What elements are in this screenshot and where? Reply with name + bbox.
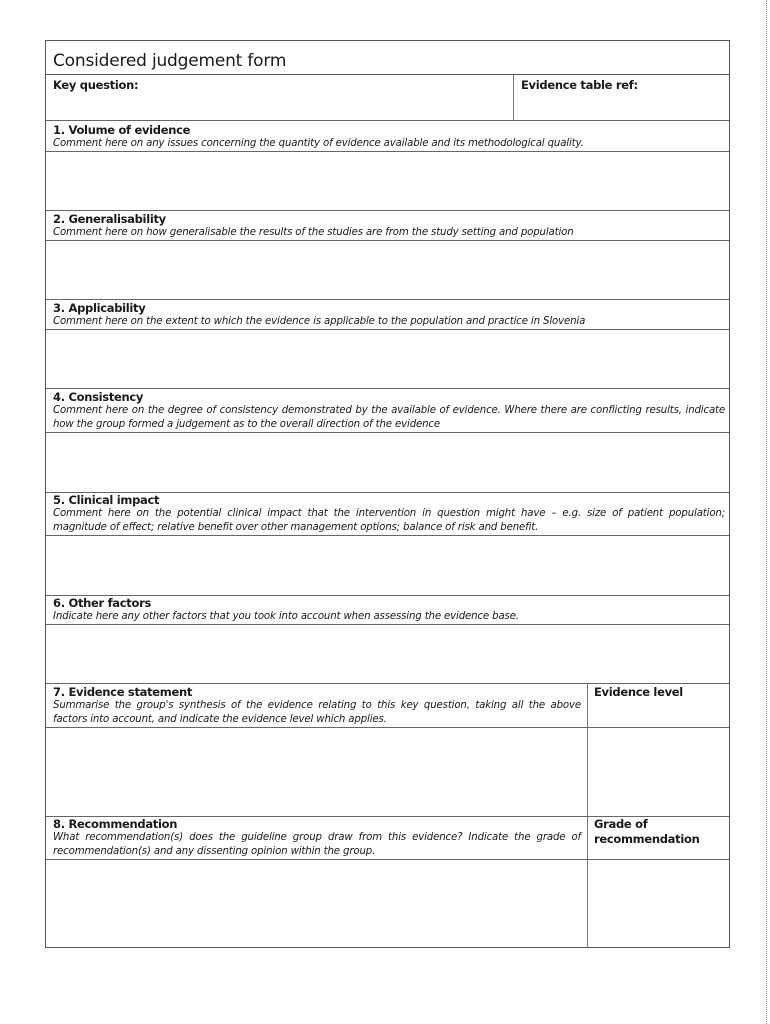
page-edge (766, 0, 767, 1024)
grade-of-recommendation-label: Grade of recommendation (594, 817, 700, 846)
section-5-heading: 5. Clinical impact (53, 493, 160, 507)
section-1-heading: 1. Volume of evidence (53, 123, 191, 137)
row-divider (46, 120, 729, 121)
section-3-heading: 3. Applicability (53, 301, 146, 315)
section-5-description: Comment here on the potential clinical impact that the intervention in question might have – e.g. size of patient population; magnitude of effect; relative benefit over other management options; balance of risk and benefit. (53, 508, 725, 533)
section-7-description: Summarise the group's synthesis of the evidence relating to this key question, taking all the above factors into account, and indicate the evidence level which applies. (53, 700, 581, 725)
evidence-table-ref-label: Evidence table ref: (521, 78, 638, 92)
row-divider (46, 299, 729, 300)
section-1-description: Comment here on any issues concerning the quantity of evidence available and its methodological quality. (53, 138, 584, 149)
section-4-description: Comment here on the degree of consistency demonstrated by the available of evidence. Where there are conflicting results, indicate how the group formed a judgement as to the overall direction of the evidence (53, 405, 725, 430)
grade-of-recommendation-field[interactable] (588, 860, 729, 947)
considered-judgement-form (45, 40, 730, 948)
section-8-description: What recommendation(s) does the guideline group draw from this evidence? Indicate the grade of recommendation(s) and any dissenting opinion within the group. (53, 832, 581, 857)
section-2-heading: 2. Generalisability (53, 212, 166, 226)
section-7-heading: 7. Evidence statement (53, 685, 193, 699)
section-8-answer-field[interactable] (46, 860, 586, 947)
section-3-description: Comment here on the extent to which the evidence is applicable to the population and practice in Slovenia (53, 316, 586, 327)
row-divider (46, 683, 729, 684)
section-6-heading: 6. Other factors (53, 596, 152, 610)
key-question-field[interactable] (46, 91, 512, 120)
section-6-description: Indicate here any other factors that you took into account when assessing the evidence base. (53, 611, 519, 622)
section-2-description: Comment here on how generalisable the results of the studies are from the study setting and population (53, 227, 574, 238)
row-divider (46, 210, 729, 211)
section-8-heading: 8. Recommendation (53, 817, 178, 831)
key-question-label: Key question: (53, 78, 139, 92)
section-3-answer-field[interactable] (46, 330, 729, 388)
form-title: Considered judgement form (53, 51, 287, 71)
section-4-heading: 4. Consistency (53, 390, 144, 404)
evidence-level-field[interactable] (588, 728, 729, 816)
evidence-level-label: Evidence level (594, 685, 683, 699)
evidence-table-ref-field[interactable] (514, 91, 729, 120)
section-1-answer-field[interactable] (46, 152, 729, 210)
section-2-answer-field[interactable] (46, 241, 729, 299)
section-4-answer-field[interactable] (46, 433, 729, 492)
section-7-answer-field[interactable] (46, 728, 586, 816)
section-5-answer-field[interactable] (46, 536, 729, 595)
row-divider (46, 388, 729, 389)
section-6-answer-field[interactable] (46, 625, 729, 683)
title-divider (46, 74, 729, 75)
